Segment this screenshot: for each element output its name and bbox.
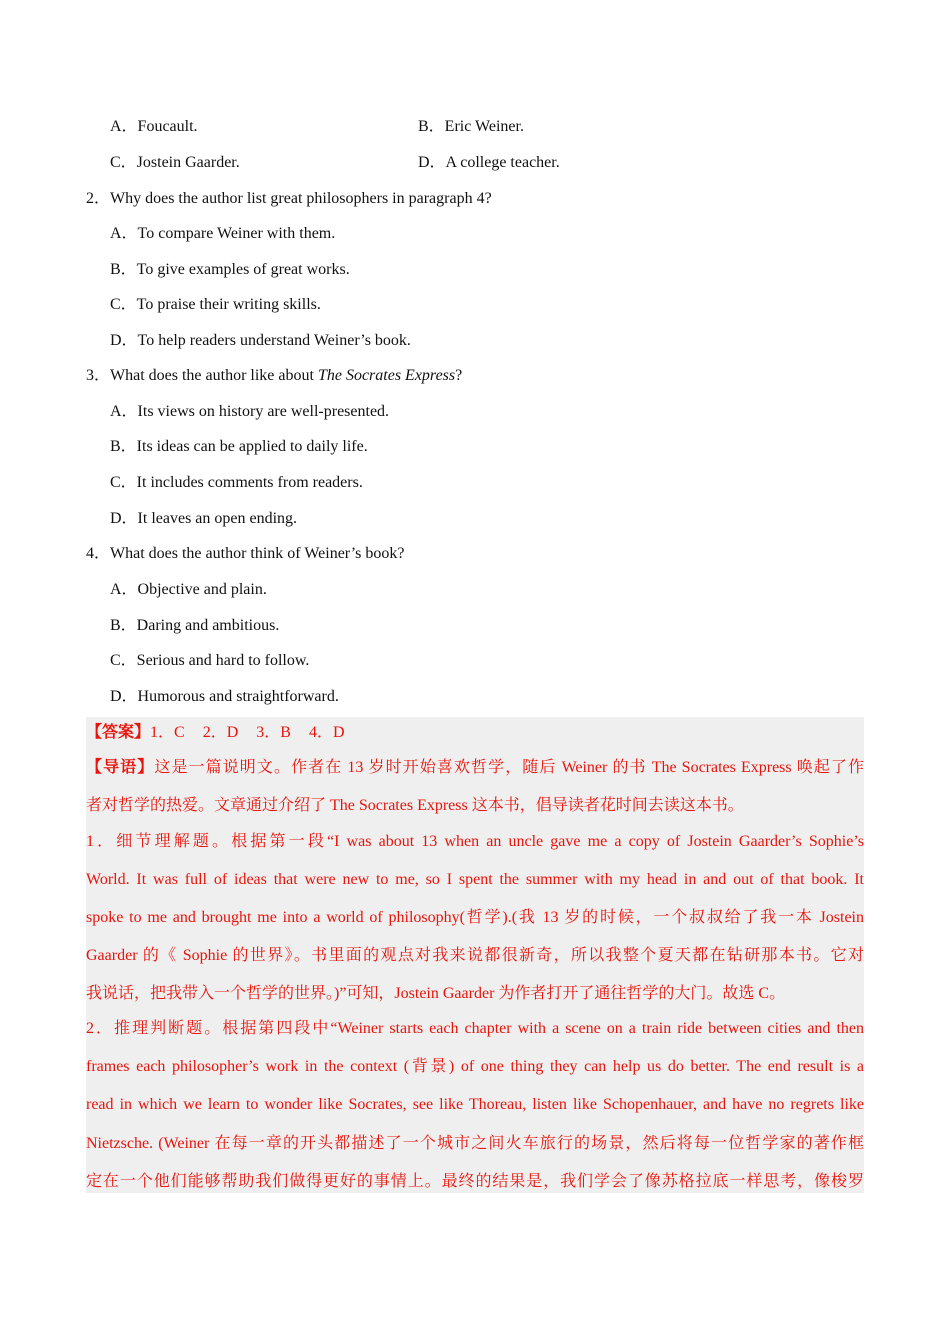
answer-line — [86, 722, 864, 744]
q4-stem: 4．What does the author think of Weiner’s book? — [86, 545, 405, 562]
q4-option-c: C．Serious and hard to follow. — [110, 652, 310, 669]
answer-4: 4．D — [308, 724, 345, 741]
q3-option-d: D．It leaves an open ending. — [110, 510, 298, 527]
exp2-line-4: Nietzsche. (Weiner 在每一章的开头都描述了一个城市之间火车旅行的场景，然后将每一位哲学家的著作框 — [86, 1135, 864, 1152]
q3-option-b: B．Its ideas can be applied to daily life. — [110, 438, 368, 455]
answer-1: 1．C — [150, 724, 185, 741]
q2-option-d: D．To help readers understand Weiner’s book. — [110, 332, 411, 349]
q3-option-c: C．It includes comments from readers. — [110, 474, 363, 491]
answer-2: 2．D — [202, 724, 239, 741]
exp2-line-1: 2．推理判断题。根据第四段中“Weiner starts each chapter with a scene on a train ride between cities and then — [86, 1020, 864, 1037]
q3-option-a: A．Its views on history are well-presented. — [110, 403, 390, 420]
intro-line-1 — [86, 757, 864, 779]
q2-option-c: C．To praise their writing skills. — [110, 296, 321, 313]
q4-option-a: A．Objective and plain. — [110, 581, 267, 598]
exp1-line-1: 1．细节理解题。根据第一段“I was about 13 when an uncle gave me a copy of Jostein Gaarder’s Sophie’s — [86, 833, 864, 850]
intro-text-1: 这是一篇说明文。作者在 13 岁时开始喜欢哲学，随后 Weiner 的书 The Socrates Express 唤起了作 — [154, 759, 864, 776]
q2-option-b: B．To give examples of great works. — [110, 261, 350, 278]
q4-option-b: B．Daring and ambitious. — [110, 617, 280, 634]
exp2-line-2: frames each philosopher’s work in the context (背景) of one thing they can help us do better. The end result is a — [86, 1058, 864, 1075]
q3-stem — [86, 365, 462, 387]
exp1-line-4: Gaarder 的《 Sophie 的世界》。书里面的观点对我来说都很新奇，所以我整个夏天都在钻研那本书。它对 — [86, 947, 864, 964]
q3-stem-title: The Socrates Express — [317, 367, 456, 384]
exp1-line-3: spoke to me and brought me into a world of philosophy(哲学).(我 13 岁的时候，一个叔叔给了我一本 Jostein — [86, 909, 864, 926]
q3-stem-post: ? — [455, 367, 463, 384]
q2-option-a: A．To compare Weiner with them. — [110, 225, 336, 242]
q1-option-c: C．Jostein Gaarder. — [110, 154, 240, 171]
exp2-line-5: 定在一个他们能够帮助我们做得更好的事情上。最终的结果是，我们学会了像苏格拉底一样思考，像梭罗 — [86, 1173, 864, 1190]
answer-label: 【答案】 — [86, 724, 151, 741]
q1-option-d: D．A college teacher. — [418, 154, 560, 171]
exp1-line-5: 我说话，把我带入一个哲学的世界。)”可知，Jostein Gaarder 为作者打开了通往哲学的大门。故选 C。 — [86, 985, 786, 1002]
q2-stem: 2．Why does the author list great philosophers in paragraph 4? — [86, 190, 492, 207]
answer-3: 3．B — [256, 724, 291, 741]
q1-option-a: A．Foucault. — [110, 118, 198, 135]
exp2-line-3: read in which we learn to wonder like Socrates, see like Thoreau, listen like Schopenhauer, and have no regrets like — [86, 1096, 864, 1113]
exp1-line-2: World. It was full of ideas that were new to me, so I spent the summer with my head in and out of that book. It — [86, 871, 864, 888]
intro-label: 【导语】 — [86, 759, 155, 776]
q3-stem-pre: 3．What does the author like about — [86, 367, 318, 384]
intro-line-2: 者对哲学的热爱。文章通过介绍了 The Socrates Express 这本书，倡导读者花时间去读这本书。 — [86, 797, 744, 814]
q4-option-d: D．Humorous and straightforward. — [110, 688, 339, 705]
q1-option-b: B．Eric Weiner. — [418, 118, 524, 135]
